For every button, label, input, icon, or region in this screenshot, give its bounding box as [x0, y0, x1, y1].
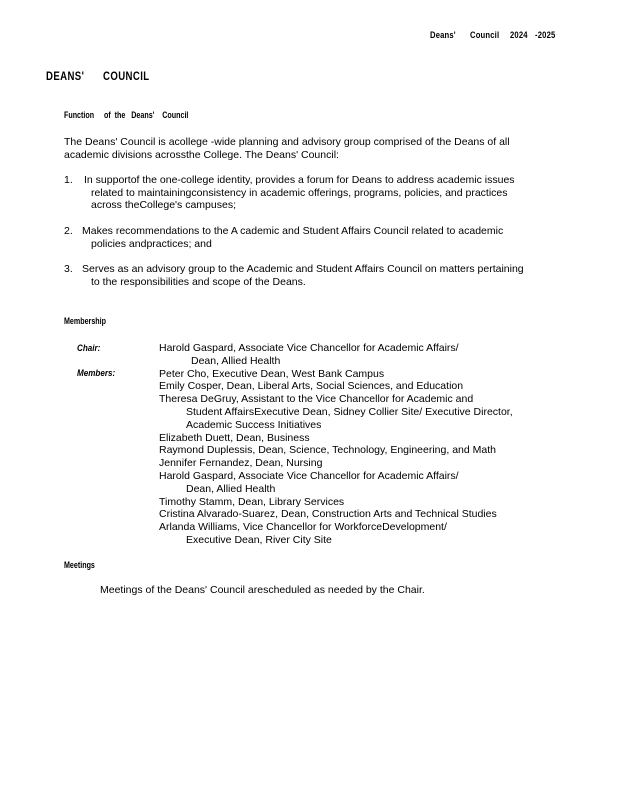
function-item-2: [64, 225, 503, 250]
function-item-1: [64, 174, 515, 212]
item-line: related to maintainingconsistency in academic offerings, programs, policies, and practices: [91, 186, 508, 199]
item-line: In supportof the one-college identity, provides a forum for Deans to address academic issues: [84, 174, 515, 186]
function-heading: Function of the Deans' Council: [64, 110, 189, 121]
member-line: Arlanda Williams, Vice Chancellor for WorkforceDevelopment/: [159, 521, 447, 534]
page-title-council: COUNCIL: [103, 69, 150, 83]
member-line: Harold Gaspard, Associate Vice Chancellor for Academic Affairs/: [159, 469, 459, 482]
running-header-council: Council: [470, 30, 500, 40]
function-intro-line: academic divisions acrossthe College. The Deans' Council:: [64, 148, 339, 161]
members-label: Members:: [77, 368, 116, 379]
item-number: 1.: [64, 174, 73, 186]
member-line: Raymond Duplessis, Dean, Science, Technology, Engineering, and Math: [159, 444, 496, 457]
running-header-doc: Deans': [430, 30, 456, 40]
member-line: Timothy Stamm, Dean, Library Services: [159, 495, 345, 508]
meetings-text: Meetings of the Deans' Council arescheduled as needed by the Chair.: [100, 584, 425, 596]
member-line: Emily Cosper, Dean, Liberal Arts, Social Sciences, and Education: [159, 380, 464, 393]
chair-line: Dean, Allied Health: [191, 354, 281, 367]
member-line: Elizabeth Duett, Dean, Business: [159, 431, 310, 444]
item-number: 3.: [64, 263, 73, 275]
member-line: Academic Success Initiatives: [186, 418, 322, 431]
member-line: Executive Dean, River City Site: [186, 533, 332, 546]
meetings-heading: Meetings: [64, 560, 95, 571]
member-line: Cristina Alvarado-Suarez, Dean, Construction Arts and Technical Studies: [159, 508, 497, 521]
item-line: Makes recommendations to the A cademic and Student Affairs Council related to academic: [82, 225, 504, 237]
member-line: Jennifer Fernandez, Dean, Nursing: [159, 457, 323, 470]
chair-label: Chair:: [77, 343, 101, 354]
running-header-year-start: 2024: [510, 30, 528, 40]
function-intro-line: The Deans' Council is acollege -wide planning and advisory group comprised of the Deans of all: [64, 136, 510, 148]
function-intro: [64, 136, 510, 161]
membership-heading: Membership: [64, 316, 106, 327]
page-title-deans: DEANS': [46, 69, 85, 83]
member-line: Theresa DeGruy, Assistant to the Vice Chancellor for Academic and: [159, 393, 474, 406]
member-line: Dean, Allied Health: [186, 482, 276, 495]
chair-line: Harold Gaspard, Associate Vice Chancellor for Academic Affairs/: [159, 342, 459, 354]
function-item-3: [64, 263, 524, 288]
member-line: Peter Cho, Executive Dean, West Bank Campus: [159, 367, 385, 380]
item-line: to the responsibilities and scope of the Deans.: [91, 275, 306, 288]
item-line: policies andpractices; and: [91, 237, 212, 250]
running-header-year-end: -2025: [535, 30, 556, 40]
membership-list: [159, 342, 513, 547]
item-number: 2.: [64, 225, 73, 237]
member-line: Student AffairsExecutive Dean, Sidney Collier Site/ Executive Director,: [186, 405, 513, 418]
item-line: across theCollege's campuses;: [91, 199, 236, 211]
item-line: Serves as an advisory group to the Academic and Student Affairs Council on matters pertaining: [82, 263, 524, 275]
